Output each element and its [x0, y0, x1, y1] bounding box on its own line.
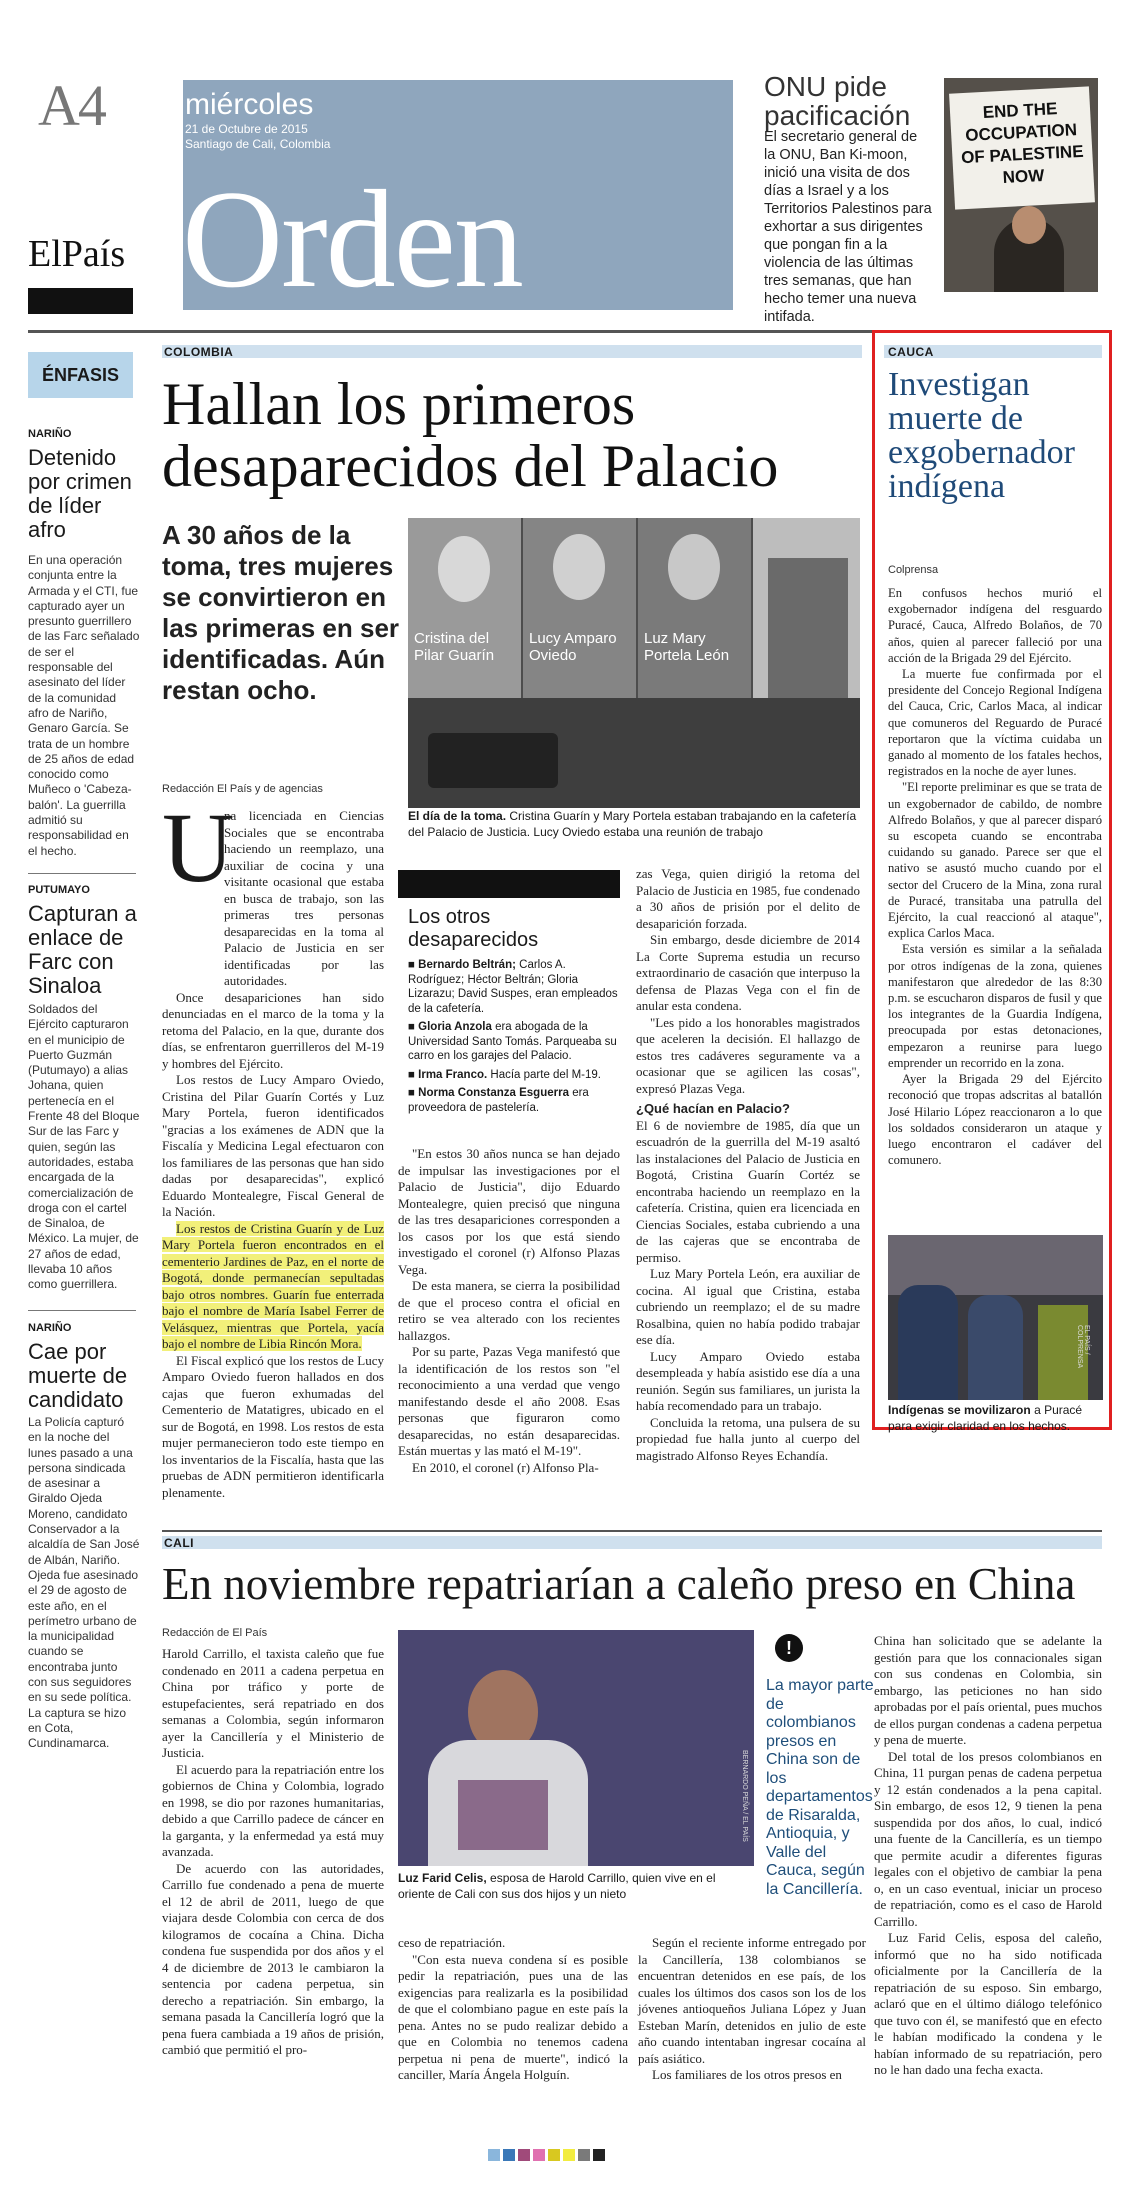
paper-logo: ElPaís: [28, 233, 126, 275]
paragraph: De acuerdo con las autoridades, Carrillo fue condenado a pena de muerte el 12 de abril de 2011, luego de que viajara desde Colombia con cerca de dos kilogramos de cocaína a China. Dicha condena fue suspendida por dos años y el 4 de diciembre de 2013 le cambiaron la sentencia por cadena perpetua, sin derecho a repatriación. Sin embargo, la semana pasada la Cancillería logró que la pena fuera cambiada a 19 años de prisión, cambió que permitió el pro-: [162, 1860, 384, 2057]
luz-farid-photo: [398, 1630, 754, 1866]
cali-kicker: CALI: [164, 1536, 194, 1550]
paragraph: En 2010, el coronel (r) Alfonso Pla-: [412, 1459, 599, 1475]
brief-title: Detenido por crimen de líder afro: [28, 445, 132, 542]
right-photo-caption: [888, 1402, 1102, 1434]
paragraph: "Les pido a los honorables magistrados que aceleren la decisión. El hallazgo de estos tres cadáveres seguramente va a ocasionar que se agilicen las cosas", expresó Plazas Vega.: [636, 1014, 860, 1096]
cali-headline: En noviembre repatriarían a caleño preso en China: [162, 1559, 1076, 1609]
paragraph: Esta versión es similar a la señalada por otros indígenas de la zona, quienes manifestaron que alrededor de las 8:30 p.m. se escucharon disparos de fusil y que los integrantes de la Guardia Indígena, preocupada por estas detonaciones, empezaron a reunirse para luego emprender un recorrido en la zona.: [888, 942, 1102, 1070]
masthead-date: 21 de Octubre de 2015: [185, 122, 308, 136]
paragraph: Concluida la retoma, una pulsera de su propiedad fue halla junto al cuerpo del magistrado Alfonso Reyes Echandía.: [636, 1414, 860, 1463]
indigenous-march-photo: [888, 1235, 1103, 1400]
paragraph: Luz Mary Portela León, era auxiliar de cocina. Al igual que Cristina, estaba cubriendo un reemplazo; el de su madre Rosalbina, quien no había podido trabajar ese día.: [636, 1266, 860, 1347]
cali-col-2: [398, 1935, 628, 2084]
caption-lead: El día de la toma.: [408, 809, 507, 823]
paragraph: "Con esta nueva condena sí es posible pedir la repatriación, pues una de las exigencias para realizarla es la posibilidad de que el colombiano pague en este país la pena. Antes no se pudo realizar debido a que en Colombia no tenemos cadena perpetua ni pena de muerte", indicó la canciller, María Ángela Holguín.: [398, 1951, 628, 2082]
section-rule: [162, 1530, 1102, 1532]
list-item: ■ Norma Constanza Esguerra era proveedora de pastelería.: [408, 1087, 589, 1114]
paragraph: "El reporte preliminar es que se trata de un exgobernador de cabildo, de nombre Alfredo Bolaños, y que al parecer disparó su escopeta cuando se encontraba cuidando su ganado. Parece ser que el nativo se asustó mucho cuando por el sector del Crucero de la Mina, zona rural de Puracé, transitaba una patrulla del Ejército, la cual reaccionó al ataque", explica Carlos Maca.: [888, 780, 1102, 941]
page-number: A4: [38, 73, 105, 138]
protester-face: [1012, 206, 1046, 244]
sidebar-box-bar: [398, 870, 620, 898]
caption-text: Cristina Guarín y Mary Portela estaban trabajando en la cafetería del Palacio de Justicia. Lucy Oviedo estaba una reunión de trabajo: [408, 809, 857, 839]
cali-byline: Redacción de El País: [162, 1627, 268, 1639]
main-col-2: [398, 1146, 620, 1476]
portrait-name: Lucy Amparo Oviedo: [529, 630, 617, 664]
paragraph: De esta manera, se cierra la posibilidad de que el proceso contra el oficial en retiro se vea alterado con los recientes hallazgos.: [398, 1278, 620, 1343]
paragraph: El Fiscal explicó que los restos de Lucy Amparo Oviedo fueron hallados en dos cajas que fueron exhumadas del Cementerio de Matatigres, ubicado en el sur de Bogotá, en 1998. Los restos de esta mujer permanecieron todo este tiempo en los inventarios de la Fiscalía, hasta que las pruebas de ADN permitieron identificarla plenamente.: [162, 1352, 384, 1500]
color-swatch: [548, 2149, 560, 2161]
brief-body: Soldados del Ejército capturaron en el municipio de Puerto Guzmán (Putumayo) a alias Johana, quien pertenecía en el Frente 48 del Bloque Sur de las Farc y quien, según las autoridades, estaba encargada de la comercialización de droga con el cartel de Sinaloa, de México. La mujer, de 27 años de edad, llevaba 10 años como guerrillera.: [28, 1002, 140, 1292]
person: [898, 1285, 958, 1400]
brief-divider: [28, 873, 136, 874]
paragraph: na licenciada en Ciencias Sociales que se encontraba haciendo un reemplazo, una auxiliar de cocina y una visitante ocasional que estaba en busca de trabajo, son las primeras tres personas desaparecidas en la toma al Palacio de Justicia en ser identificadas por las autoridades.: [224, 808, 384, 988]
face: [668, 534, 720, 600]
paragraph: En confusos hechos murió el exgobernador indígena del resguardo Puracé, Cauca, Alfredo Bolaños, de 70 años, quien al parecer falleció por una acción de la Brigada 29 del Ejército.: [888, 586, 1102, 665]
paragraph: China han solicitado que se adelante la gestión para que los connacionales sigan con sus condenas en Colombia, sin embargo, las peticiones no han sido aprobadas por el país oriental, pues muchos de ellos purgan condenas a cadena perpetua y pena de muerte.: [874, 1633, 1102, 1747]
subhead: ¿Qué hacían en Palacio?: [636, 1101, 790, 1116]
photo-credit: BERNARDO PEÑA / EL PAÍS: [741, 1750, 748, 1842]
person: [968, 1295, 1023, 1400]
main-headline: Hallan los primeros desaparecidos del Palacio: [162, 371, 779, 499]
paragraph: Luz Farid Celis, esposa del caleño, informó que no ha sido notificada oficialmente por la Cancillería de la repatriación de su esposo. Sin embargo, aclaró que en el último diálogo telefónico que tuvo con él, se manifestó que en efecto le habían modificado la condena y le habían informado de su repatriación, pero no le han dado una fecha exacta.: [874, 1930, 1102, 2077]
exclamation-icon: !: [775, 1634, 803, 1662]
portrait-name: Luz Mary Portela León: [644, 630, 730, 664]
face: [553, 534, 605, 600]
paragraph: Lucy Amparo Oviedo estaba desempleada y había asistido ese día a una reunión. Según sus familiares, un jurista la había recomendado para un trabajo.: [636, 1348, 860, 1413]
brief-body: En una operación conjunta entre la Armada y el CTI, fue capturado ayer un presunto guerrillero de las Farc señalado de ser el responsable del asesinato del líder de la comunidad afro de Nariño, Genaro García. Se trata de un hombre de 25 años de edad conocido como Muñeco o 'Cabeza-balón'. La guerrilla admitió su responsabilidad en el hecho.: [28, 553, 140, 858]
brief-region: PUTUMAYO: [28, 884, 90, 896]
logo-underbar: [28, 288, 133, 314]
paragraph: Sin embargo, desde diciembre de 2014 La Corte Suprema estudia un recurso extraordinario de casación que interpuso la defensa de Plazas Vega con el fin de anular esta condena.: [636, 932, 860, 1013]
brief-title: Capturan a enlace de Farc con Sinaloa: [28, 901, 137, 998]
main-standfirst: A 30 años de la toma, tres mujeres se convirtieron en las primeras en ser identificadas. Aún restan ocho.: [162, 520, 400, 705]
protest-photo: [944, 78, 1098, 292]
item-name: Norma Constanza Esguerra: [418, 1087, 569, 1099]
color-swatches: [488, 2148, 608, 2166]
paragraph: Ayer la Brigada 29 del Ejército reconoció que tropas adscritas al batallón José Hilario López reaccionaron a lo que los soldados consideraron un ataque y luego encontraron el cadáver del comunero.: [888, 1072, 1102, 1168]
portrait-cristina: [408, 518, 521, 698]
paragraph: El acuerdo para la repatriación entre los gobiernos de China y Colombia, logrado en 1998, se dio por razones humanitarias, debido a que Carrillo padece de cáncer en la garganta, y la enfermedad ya está muy avanzada.: [162, 1761, 384, 1859]
kicker-bar: [162, 1536, 1102, 1549]
paragraph: La muerte fue confirmada por el presidente del Concejo Regional Indígena del Cauca, Cric, Carlos Maca, al indicar que comuneros del Reguardo de Puracé reportaron que la víctima cuidaba un ganado al momento de los fatales hechos, registrados en la noche de ayer lunes.: [888, 667, 1102, 779]
right-byline: Colprensa: [888, 564, 939, 576]
color-swatch: [593, 2149, 605, 2161]
cali-col-3: [638, 1935, 866, 2084]
highlighted-text: Los restos de Cristina Guarín y de Luz Mary Portela fueron encontrados en el cementerio Jardines de Paz, en el norte de Bogotá, donde permanecían sepultadas bajo otros nombres. Guarín fue enterrada bajo el nombre de María Isabel Ferrer de Velásquez, mientras que Portela, yacía bajo el nombre de Libia Rincón Mora.: [162, 1220, 384, 1351]
right-body: [888, 585, 1102, 1168]
top-story-headline: ONU pide pacificación: [764, 71, 911, 131]
item-name: Irma Franco.: [418, 1068, 488, 1081]
right-headline: Investigan muerte de exgobernador indígena: [888, 366, 1075, 505]
portrait-luz-mary: [638, 518, 751, 698]
item-text: era abogada de la Universidad Santo Tomás. Parqueaba su carro en los garajes del Palacio.: [408, 1021, 617, 1062]
item-text: Hacía parte del M-19.: [490, 1068, 601, 1081]
brief-region: NARIÑO: [28, 428, 72, 440]
portrait-name: Cristina del Pilar Guarín: [414, 630, 495, 664]
caption-lead: Luz Farid Celis,: [398, 1871, 487, 1885]
caption-text: a Puracé para exigir claridad en los hechos.: [888, 1403, 1083, 1433]
color-swatch: [518, 2149, 530, 2161]
main-kicker: COLOMBIA: [164, 345, 234, 359]
palace-photo: [408, 518, 860, 808]
paragraph: Del total de los presos colombianos en China, 11 purgan penas de cadena perpetua y 12 están condenados a la pena capital. Sin embargo, de esos 12, 9 tienen la pena suspendida por dos años, lo cual, indicó una fuente de la Cancillería, es un tiempo que permite acudir a diferentes figuras legales con el objetivo de cambiar la pena o, en un caso eventual, iniciar un proceso de repatriación, como es el caso de Harold Carrillo.: [874, 1748, 1102, 1929]
color-swatch: [533, 2149, 545, 2161]
item-text: Carlos A. Rodríguez; Héctor Beltrán; Gloria Lizarazu; David Suspes, eran empleados de la cafetería.: [408, 959, 618, 1015]
list-item: ■ Irma Franco. Hacía parte del M-19.: [408, 1068, 601, 1081]
brief-region: NARIÑO: [28, 1322, 72, 1334]
item-text: era proveedora de pastelería.: [408, 1087, 589, 1114]
section-title: Orden: [182, 162, 522, 317]
paragraph: Los familiares de los otros presos en: [652, 2067, 842, 2082]
item-name: Gloria Anzola: [418, 1021, 492, 1033]
list-item: ■ Gloria Anzola era abogada de la Universidad Santo Tomás. Parqueaba su carro en los garajes del Palacio.: [408, 1021, 617, 1062]
masthead-city: Santiago de Cali, Colombia: [185, 137, 331, 151]
caption-text: esposa de Harold Carrillo, quien vive en el oriente de Cali con sus dos hijos y un nieto: [398, 1871, 716, 1901]
color-swatch: [563, 2149, 575, 2161]
enfasis-label: ÉNFASIS: [28, 352, 133, 398]
color-swatch: [503, 2149, 515, 2161]
portrait-lucy: [523, 518, 636, 698]
color-swatch: [488, 2149, 500, 2161]
main-photo-caption: [408, 808, 860, 840]
cali-col-4: [874, 1633, 1102, 2079]
main-col-1: [162, 808, 384, 1501]
paragraph: ceso de repatriación.: [398, 1935, 506, 1950]
color-swatch: [578, 2149, 590, 2161]
protest-sign: END THE OCCUPATION OF PALESTINE NOW: [949, 86, 1095, 209]
main-col-3: [636, 866, 860, 1464]
paragraph: Según el reciente informe entregado por la Cancillería, 138 colombianos se encuentran detenidos en ese país, de los cuales los últimos dos casos son los de los jóvenes antioqueños Juliana López y Juan Esteban Marín, detenidos en julio de este año cuando intentaban ingresar cocaína al país asiático.: [638, 1935, 866, 2066]
main-byline: Redacción El País y de agencias: [162, 783, 323, 795]
paragraph: "En estos 30 años nunca se han dejado de impulsar las investigaciones por el Palacio de Justicia", dijo Eduardo Montealegre, quien precisó que ninguna de las tres desapariciones corresponden a los casos por los que está siendo investigado el coronel (r) Alfonso Plazas Vega.: [398, 1146, 620, 1277]
sidebar-box-title: Los otros desaparecidos: [408, 906, 539, 951]
paragraph: Harold Carrillo, el taxista caleño que fue condenado en 2011 a cadena perpetua en China por tráfico y porte de estupefacientes, será repatriado en dos semanas a Colombia, según informaron ayer la Cancillería y el Ministerio de Justicia.: [162, 1646, 384, 1760]
brief-title: Cae por muerte de candidato: [28, 1339, 128, 1412]
drop-cap: U: [162, 792, 235, 903]
sidebar-box-list: [408, 958, 618, 1119]
paragraph: Por su parte, Pazas Vega manifestó que la identificación de los restos son "el reconocimiento a una verdad que vengo manifestando desde el año 2008. Esas personas que figuraron como desaparecidas, no están desaparecidas. Están muertas y las mató el M-19".: [398, 1344, 620, 1458]
cali-photo-caption: [398, 1870, 754, 1902]
item-name: Bernardo Beltrán;: [418, 959, 516, 971]
face: [438, 536, 490, 602]
cathedral: [768, 558, 848, 708]
paragraph: El 6 de noviembre de 1985, día que un escuadrón de la guerrilla del M-19 asaltó las instalaciones del Palacio de Justicia en Bogotá, Cristina Guarín Cortéz se encontraba haciendo un reemplazo en la cafetería. Cristina, quien era licenciada en Ciencias Sociales, estaba cubriendo a una de las cajeras que se encontraba de permiso.: [636, 1117, 860, 1265]
brief-body: La Policía capturó en la noche del lunes pasado a una persona sindicada de asesinar a Giraldo Ojeda Moreno, candidato Conservador a la alcaldía de San José de Albán, Nariño. Ojeda fue asesinado el 29 de agosto de este año, en el perímetro urbano de la municipalidad cuando se encontraba junto con sus seguidores en su sede política. La captura se hizo en Cota, Cundinamarca.: [28, 1415, 140, 1751]
cali-sidebar: La mayor parte de colombianos presos en China son de los departamentos de Risaralda, Antioquia, y Valle del Cauca, según la Cancillería.: [766, 1677, 874, 1898]
masthead-weekday: miércoles: [185, 88, 314, 121]
photo-credit: EL PAÍS / COLPRENSA: [1076, 1325, 1090, 1369]
right-kicker: CAUCA: [888, 345, 934, 359]
caption-lead: Indígenas se movilizaron: [888, 1403, 1031, 1417]
kicker-bar: [162, 345, 862, 358]
tank: [428, 733, 558, 788]
paragraph: Once desapariciones han sido denunciadas en el marco de la toma y la retoma del Palacio, en la que, durante dos días, se enfrentaron guerrilleros del M-19 y hombres del Ejército.: [162, 989, 384, 1071]
paragraph: Los restos de Lucy Amparo Oviedo, Cristina del Pilar Guarín Cortés y Luz Mary Portela, fueron identificados "gracias a los exámenes de ADN que la Fiscalía y Medicina Legal efectuaron con los familiares de las personas que han sido dadas por desaparecidas", explicó Eduardo Montealegre, Fiscal General de la Nación.: [162, 1072, 384, 1219]
list-item: ■ Bernardo Beltrán; Carlos A. Rodríguez; Héctor Beltrán; Gloria Lizarazu; David Suspes, eran empleados de la cafetería.: [408, 959, 618, 1015]
brief-divider: [28, 1310, 136, 1311]
photo-frame-held: [458, 1780, 548, 1850]
top-story-body: El secretario general de la ONU, Ban Ki-moon, inició una visita de dos días a Israel y a los Territorios Palestinos para exhortar a sus dirigentes que pongan fin a la violencia de las últimas tres semanas, que han hecho temer una nueva intifada.: [764, 129, 932, 325]
paragraph-highlighted: [162, 1221, 384, 1353]
cali-col-1: [162, 1646, 384, 2059]
paragraph: zas Vega, quien dirigió la retoma del Palacio de Justicia en 1985, fue condenado a 30 años de prisión por el delito de desaparición forzada.: [636, 866, 860, 931]
